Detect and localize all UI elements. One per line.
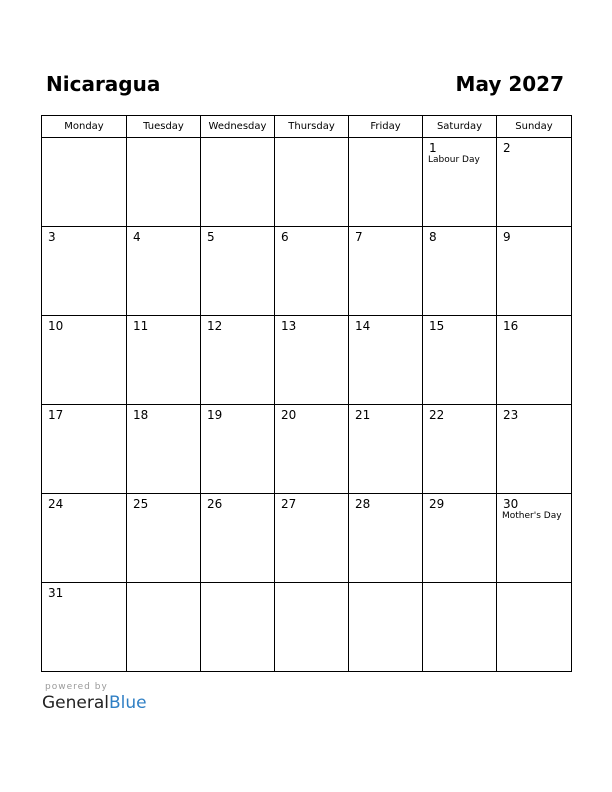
- day-cell: [497, 316, 572, 405]
- weekday-header: Monday: [42, 116, 127, 138]
- day-number: 19: [207, 408, 223, 422]
- day-cell: [42, 138, 127, 227]
- day-number: 27: [281, 497, 297, 511]
- day-number: 9: [503, 230, 511, 244]
- day-cell: [349, 494, 423, 583]
- day-cell: [423, 494, 497, 583]
- calendar-grid: [41, 115, 572, 672]
- day-cell: [497, 405, 572, 494]
- day-cell: [423, 227, 497, 316]
- week-row: [42, 405, 572, 494]
- day-cell: [497, 583, 572, 672]
- day-cell: [349, 316, 423, 405]
- day-cell: [127, 138, 201, 227]
- day-number: 26: [207, 497, 223, 511]
- day-number: 22: [429, 408, 445, 422]
- brand-general-text: General: [42, 693, 109, 713]
- day-number: 25: [133, 497, 149, 511]
- day-number: 3: [48, 230, 56, 244]
- weekday-header: Friday: [349, 116, 423, 138]
- day-number: 18: [133, 408, 149, 422]
- week-row: [42, 227, 572, 316]
- day-number: 24: [48, 497, 64, 511]
- week-row: [42, 316, 572, 405]
- weekday-header: Wednesday: [201, 116, 275, 138]
- day-number: 30: [503, 497, 519, 511]
- generalblue-logo[interactable]: [42, 693, 147, 713]
- day-number: 14: [355, 319, 371, 333]
- day-number: 5: [207, 230, 215, 244]
- day-cell: [349, 405, 423, 494]
- week-row: [42, 583, 572, 672]
- day-number: 20: [281, 408, 297, 422]
- day-number: 6: [281, 230, 289, 244]
- day-cell: [349, 227, 423, 316]
- weekday-header: Tuesday: [127, 116, 201, 138]
- day-number: 1: [429, 141, 437, 155]
- brand-blue-text: Blue: [109, 693, 147, 713]
- day-number: 31: [48, 586, 64, 600]
- weekday-header: Saturday: [423, 116, 497, 138]
- day-cell: [42, 583, 127, 672]
- day-cell: [423, 583, 497, 672]
- day-cell: [42, 494, 127, 583]
- day-cell: [201, 405, 275, 494]
- weekday-header-row: [42, 116, 572, 138]
- day-number: 23: [503, 408, 519, 422]
- day-cell: [201, 227, 275, 316]
- day-cell: [423, 316, 497, 405]
- day-number: 8: [429, 230, 437, 244]
- day-cell: [275, 138, 349, 227]
- day-number: 21: [355, 408, 371, 422]
- day-cell: [127, 405, 201, 494]
- day-cell: [275, 316, 349, 405]
- week-row: [42, 138, 572, 227]
- powered-by-label: powered by: [45, 682, 108, 692]
- day-number: 11: [133, 319, 149, 333]
- day-cell: [201, 316, 275, 405]
- day-cell: [201, 583, 275, 672]
- day-number: 28: [355, 497, 371, 511]
- day-number: 13: [281, 319, 297, 333]
- day-cell: [201, 494, 275, 583]
- day-cell: [423, 405, 497, 494]
- holiday-label: Mother's Day: [502, 511, 562, 521]
- day-number: 16: [503, 319, 519, 333]
- day-cell: [275, 494, 349, 583]
- day-cell: [497, 138, 572, 227]
- weekday-header: Thursday: [275, 116, 349, 138]
- weekday-header: Sunday: [497, 116, 572, 138]
- day-number: 12: [207, 319, 223, 333]
- day-cell: [275, 583, 349, 672]
- day-number: 10: [48, 319, 64, 333]
- holiday-label: Labour Day: [428, 155, 480, 165]
- day-cell: [127, 583, 201, 672]
- day-cell: [497, 494, 572, 583]
- day-cell: [127, 316, 201, 405]
- week-row: [42, 494, 572, 583]
- day-number: 15: [429, 319, 445, 333]
- day-cell: [349, 138, 423, 227]
- day-number: 29: [429, 497, 445, 511]
- day-cell: [42, 405, 127, 494]
- day-number: 2: [503, 141, 511, 155]
- day-cell: [127, 494, 201, 583]
- day-number: 7: [355, 230, 363, 244]
- day-cell: [423, 138, 497, 227]
- day-cell: [275, 405, 349, 494]
- month-year-title: May 2027: [455, 72, 564, 96]
- day-cell: [42, 316, 127, 405]
- day-cell: [275, 227, 349, 316]
- day-cell: [127, 227, 201, 316]
- day-cell: [349, 583, 423, 672]
- day-cell: [42, 227, 127, 316]
- day-number: 17: [48, 408, 64, 422]
- day-cell: [497, 227, 572, 316]
- day-cell: [201, 138, 275, 227]
- day-number: 4: [133, 230, 141, 244]
- country-title: Nicaragua: [46, 72, 161, 96]
